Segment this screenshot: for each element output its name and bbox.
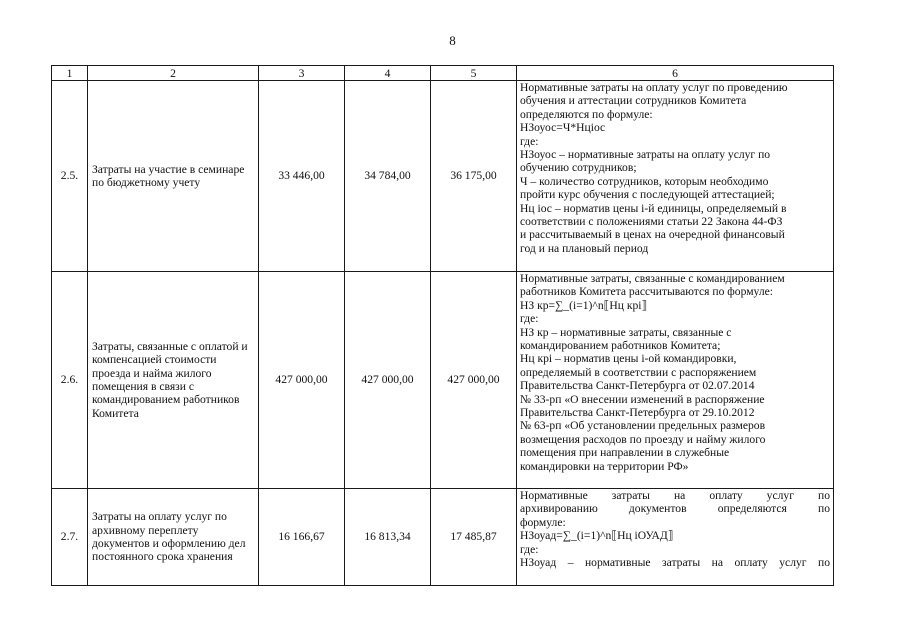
description-line: архивированию документов определяются по (520, 502, 830, 516)
description-line: определяемый в соответствии с распоряжением (520, 365, 757, 379)
description-line: Нц іос – норматив цены і-й единицы, определяемый в (520, 201, 787, 215)
description-line: соответствии с положениями статьи 22 Закона 44-ФЗ (520, 215, 783, 229)
description-line: где: (520, 134, 539, 148)
description-line: Нормативные затраты на оплату услуг по проведению (520, 81, 788, 94)
row-amount-col5: 17 485,87 (431, 489, 517, 586)
column-header-4: 4 (345, 66, 431, 81)
column-header-2: 2 (88, 66, 259, 81)
description-formula: НЗ кр=∑_(i=1)^n⟦Нц крі⟧ (520, 298, 648, 312)
row-name: Затраты на оплату услуг по архивному переплету документов и оформлению дел постоянного срока хранения (88, 489, 259, 586)
row-amount-col3: 427 000,00 (259, 272, 345, 489)
description-line: и рассчитываемый в ценах на очередной финансовый (520, 228, 785, 242)
column-header-6: 6 (517, 66, 834, 81)
row-number: 2.7. (52, 489, 88, 586)
row-description (517, 81, 834, 272)
row-amount-col4: 34 784,00 (345, 81, 431, 272)
row-amount-col5: 427 000,00 (431, 272, 517, 489)
row-name: Затраты, связанные с оплатой и компенсацией стоимости проезда и найма жилого помещения в связи с командированием работников Комитета (88, 272, 259, 489)
row-amount-col4: 427 000,00 (345, 272, 431, 489)
description-line: помещения при направлении в служебные (520, 446, 730, 460)
description-line: Нормативные затраты, связанные с командированием (520, 272, 785, 285)
description-line: НЗоуос – нормативные затраты на оплату услуг по (520, 148, 771, 162)
description-line: обучению сотрудников; (520, 161, 637, 175)
row-amount-col5: 36 175,00 (431, 81, 517, 272)
page-number: 8 (449, 33, 456, 48)
description-line: пройти курс обучения с последующей аттестацией; (520, 188, 775, 202)
row-name: Затраты на участие в семинаре по бюджетному учету (88, 81, 259, 272)
description-line: возмещения расходов по проезду и найму жилого (520, 432, 766, 446)
description-line: Правительства Санкт-Петербурга от 29.10.2012 (520, 406, 755, 420)
description-line: № 63-рп «Об установлении предельных размеров (520, 419, 766, 433)
description-line: командированием работников Комитета; (520, 339, 721, 353)
row-number: 2.6. (52, 272, 88, 489)
table-row (52, 81, 834, 272)
description-line: где: (520, 542, 539, 556)
description-formula: НЗоуос=Ч*Нціос (520, 121, 606, 135)
description-line: Ч – количество сотрудников, которым необходимо (520, 174, 769, 188)
description-line: работников Комитета рассчитываются по формуле: (520, 285, 773, 299)
table-header-row (52, 66, 834, 81)
description-line: год и на плановый период (520, 241, 649, 255)
column-header-1: 1 (52, 66, 88, 81)
row-description (517, 489, 834, 586)
description-formula: НЗоуад=∑_(i=1)^n⟦Нц іОУАД⟧ (520, 529, 674, 543)
description-line: где: (520, 312, 539, 326)
row-amount-col3: 16 166,67 (259, 489, 345, 586)
description-line: Нц крі – норматив цены і-ой командировки, (520, 352, 737, 366)
row-description (517, 272, 834, 489)
description-line: командировки на территории РФ» (520, 459, 689, 473)
description-line: НЗоуад – нормативные затраты на оплату услуг по (520, 556, 830, 570)
description-line: № 33-рп «О внесении изменений в распоряжение (520, 392, 765, 406)
description-line: НЗ кр – нормативные затраты, связанные с (520, 325, 732, 339)
description-line: определяются по формуле: (520, 107, 653, 121)
description-line: Нормативные затраты на оплату услуг по (520, 489, 830, 502)
row-amount-col4: 16 813,34 (345, 489, 431, 586)
description-line: Правительства Санкт-Петербурга от 02.07.2014 (520, 379, 755, 393)
table-row (52, 489, 834, 586)
column-header-3: 3 (259, 66, 345, 81)
column-header-5: 5 (431, 66, 517, 81)
table-row (52, 272, 834, 489)
description-line: обучения и аттестации сотрудников Комитета (520, 94, 747, 108)
description-line: формуле: (520, 515, 566, 529)
row-amount-col3: 33 446,00 (259, 81, 345, 272)
cost-table (51, 65, 834, 586)
row-number: 2.5. (52, 81, 88, 272)
